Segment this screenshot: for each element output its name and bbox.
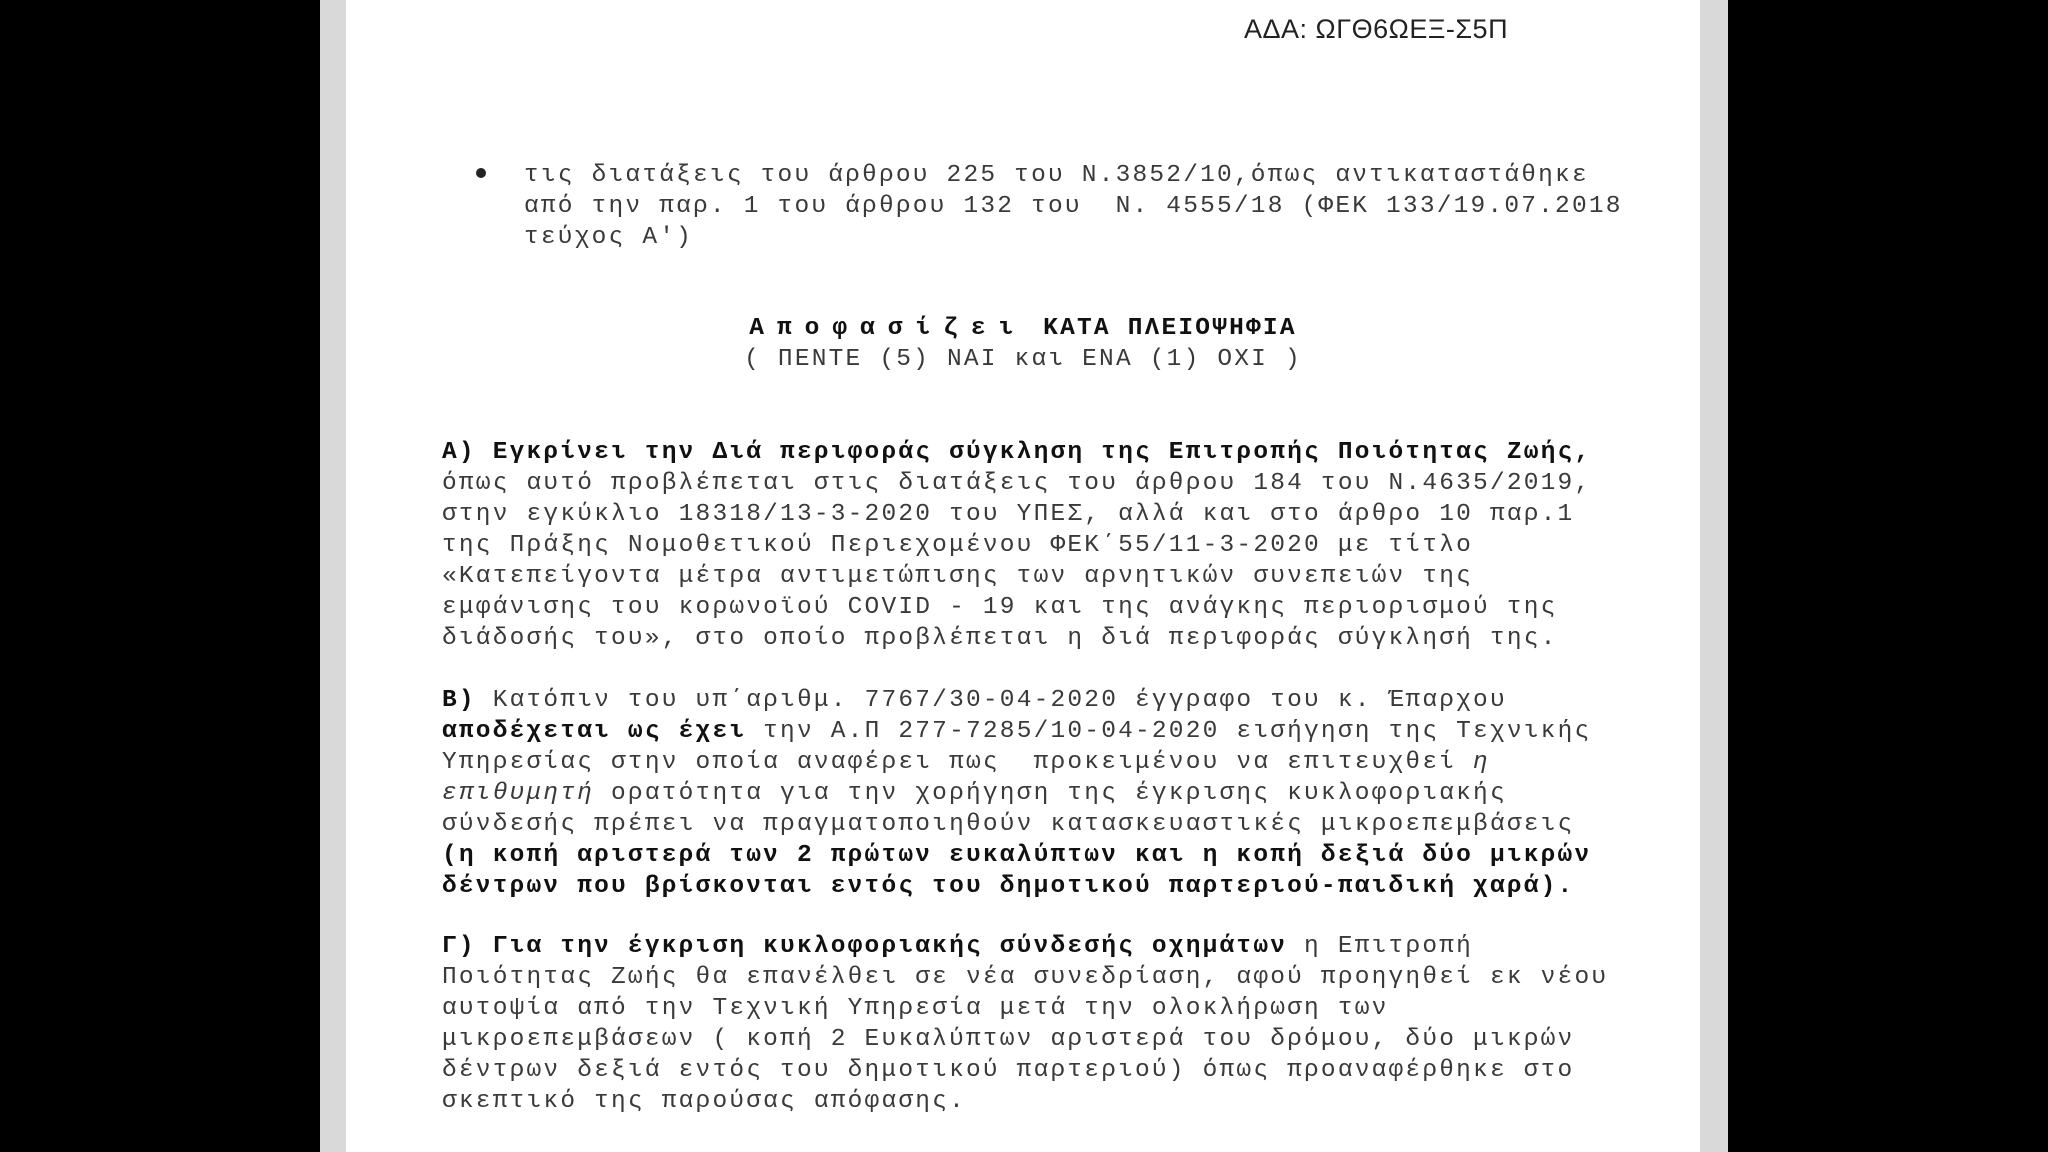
paragraph-line: μικροεπεμβάσεων ( κοπή 2 Ευκαλύπτων αριστερά του δρόμου, δύο μικρών	[442, 1026, 1575, 1053]
decision-votes: ( ΠΕΝΤΕ (5) ΝΑΙ και ΕΝΑ (1) ΟΧΙ )	[744, 346, 1302, 373]
paragraph-line: όπως αυτό προβλέπεται στις διατάξεις του άρθρου 184 του Ν.4635/2019,	[442, 470, 1592, 497]
ada-header: ΑΔΑ: ΩΓΘ6ΩΕΞ-Σ5Π	[1244, 14, 1509, 44]
paragraph-line: Υπηρεσίας στην οποία αναφέρει πως προκειμένου να επιτευχθεί	[442, 749, 1474, 776]
paragraph-line: «Κατεπείγοντα μέτρα αντιμετώπισης των αρνητικών συνεπειών της	[442, 563, 1474, 590]
paragraph-line: δέντρων δεξιά εντός του δημοτικού παρτεριού) όπως προαναφέρθηκε στο	[442, 1057, 1575, 1084]
paragraph-line: αυτοψία από την Τεχνική Υπηρεσία μετά την ολοκλήρωση των	[442, 995, 1389, 1022]
decision-heading	[346, 313, 1700, 375]
paragraph-b-label: Β)	[442, 687, 476, 714]
paragraph-line: σκεπτικό της παρούσας απόφασης.	[442, 1088, 966, 1115]
paragraph-line: διάδοσής του», στο οποίο προβλέπεται η διά περιφοράς σύγκλησή της.	[442, 625, 1558, 652]
paragraph-b-bold-line: (η κοπή αριστερά των 2 πρώτων ευκαλύπτων και η κοπή δεξιά δύο μικρών	[442, 842, 1592, 869]
paragraph-b	[442, 685, 1591, 902]
paragraph-italic: η	[1473, 749, 1490, 776]
paragraph-line: της Πράξης Νομοθετικού Περιεχομένου ΦΕΚ΄55/11-3-2020 με τίτλο	[442, 532, 1474, 559]
paragraph-line: σύνδεσής πρέπει να πραγματοποιηθούν κατασκευαστικές μικροεπεμβάσεις	[442, 811, 1575, 838]
paragraph-line: την Α.Π 277-7285/10-04-2020 εισήγηση της Τεχνικής	[746, 718, 1592, 745]
paragraph-a	[442, 437, 1591, 654]
paragraph-line: η Επιτροπή	[1287, 933, 1474, 960]
paragraph-line: ορατότητα για την χορήγηση της έγκρισης κυκλοφοριακής	[594, 780, 1507, 807]
paragraph-line: Ποιότητας Ζωής θα επανέλθει σε νέα συνεδρίαση, αφού προηγηθεί εκ νέου	[442, 964, 1609, 991]
decision-majority: ΚΑΤΑ ΠΛΕΙΟΨΗΦΙΑ	[1026, 315, 1297, 342]
paragraph-a-heading: Α) Εγκρίνει την Διά περιφοράς σύγκληση της Επιτροπής Ποιότητας Ζωής,	[442, 439, 1592, 466]
document-page	[346, 0, 1700, 1152]
bullet-item	[524, 160, 1623, 253]
paragraph-b-accepts: αποδέχεται ως έχει	[442, 718, 747, 745]
bullet-line: τις διατάξεις του άρθρου 225 του Ν.3852/10,όπως αντικαταστάθηκε	[524, 162, 1589, 189]
bullet-icon	[476, 168, 486, 178]
bullet-line: από την παρ. 1 του άρθρου 132 του Ν. 4555/18 (ΦΕΚ 133/19.07.2018	[524, 193, 1623, 220]
decision-word: Αποφασίζει	[749, 315, 1027, 342]
bullet-line: τεύχος Α')	[524, 224, 694, 251]
paragraph-italic: επιθυμητή	[442, 780, 595, 807]
paragraph-c	[442, 931, 1608, 1117]
paragraph-b-bold-line: δέντρων που βρίσκονται εντός του δημοτικού παρτεριού-παιδική χαρά).	[442, 873, 1575, 900]
paragraph-line: εμφάνισης του κορωνοϊού COVID - 19 και της ανάγκης περιορισμού της	[442, 594, 1558, 621]
paragraph-line: στην εγκύκλιο 18318/13-3-2020 του ΥΠΕΣ, αλλά και στο άρθρο 10 παρ.1	[442, 501, 1575, 528]
paragraph-line: Κατόπιν του υπ΄αριθμ. 7767/30-04-2020 έγγραφο του κ. Έπαρχου	[475, 687, 1507, 714]
paragraph-c-heading: Γ) Για την έγκριση κυκλοφοριακής σύνδεσής οχημάτων	[442, 933, 1288, 960]
